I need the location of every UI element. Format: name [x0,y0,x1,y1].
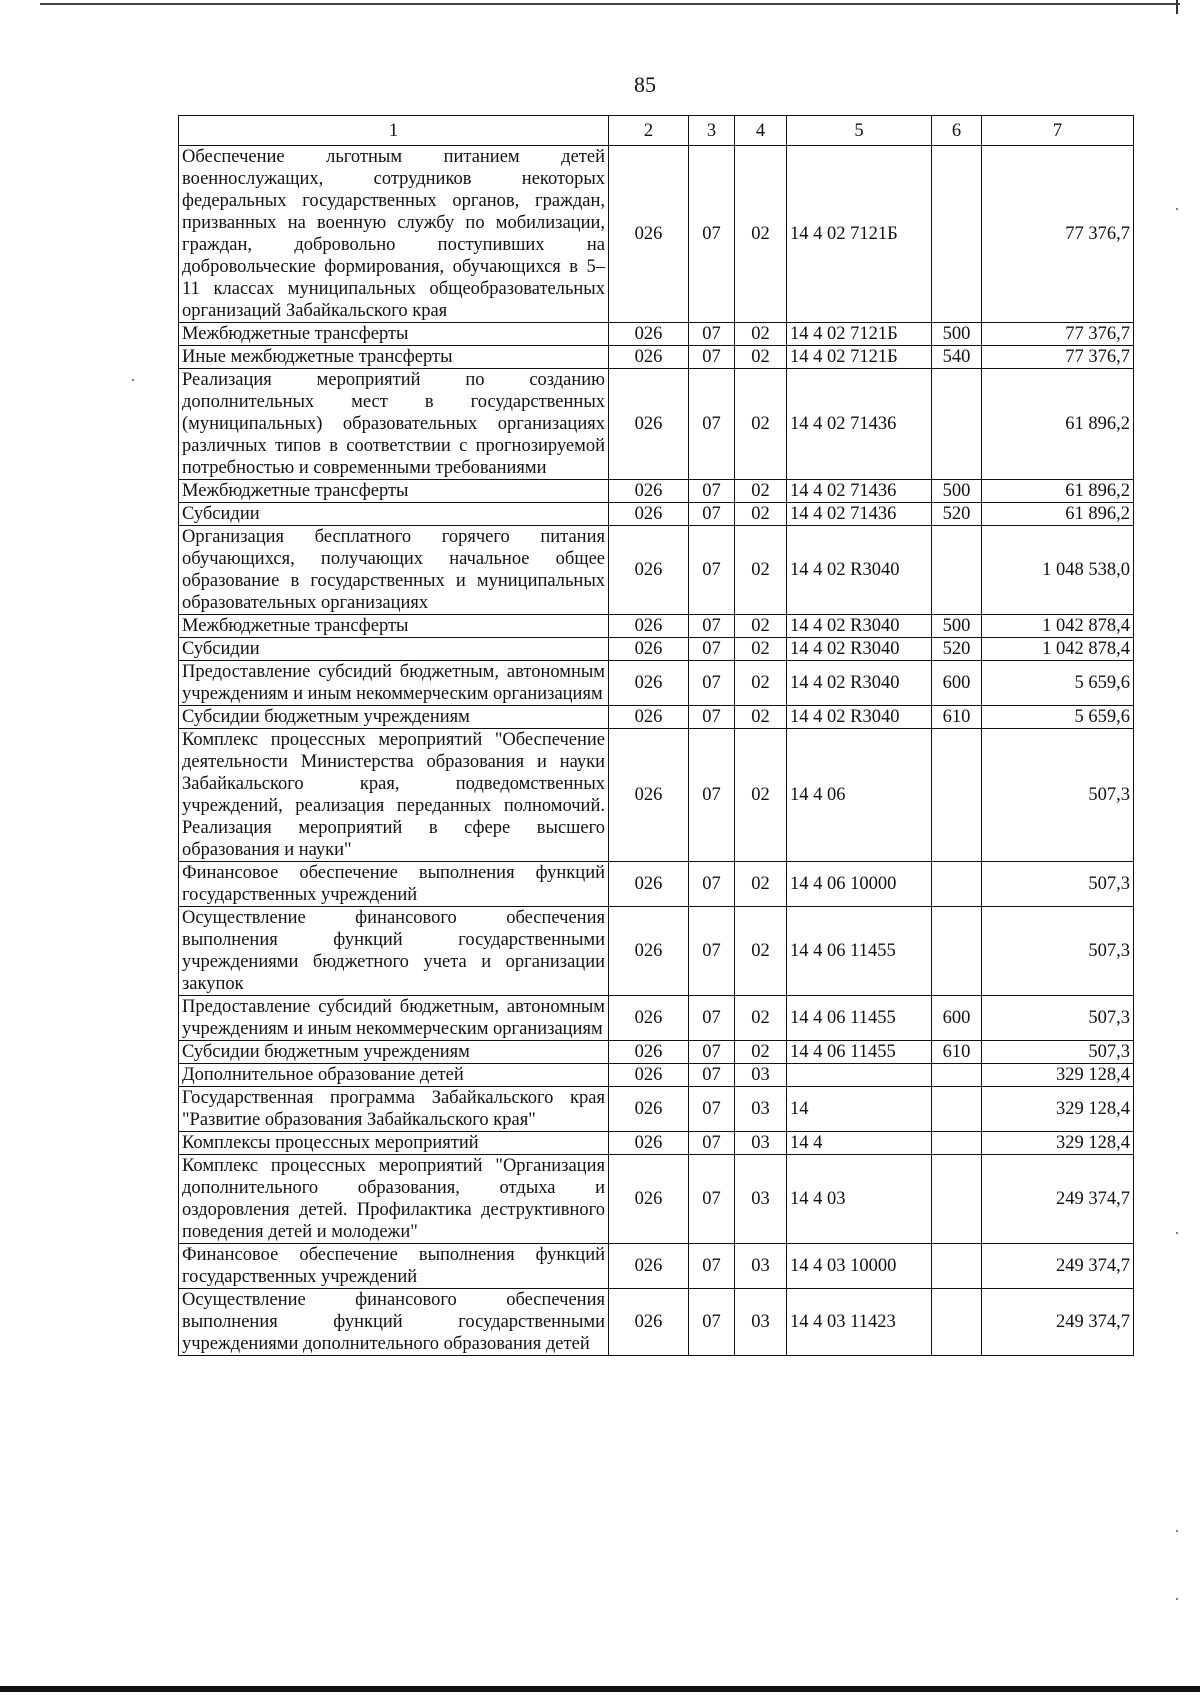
row-amount: 507,3 [982,862,1134,907]
table-row [179,1041,1134,1064]
table-row [179,661,1134,706]
column-header: 2 [609,116,689,146]
budget-table [178,115,1134,1356]
row-description: Субсидии бюджетным учреждениям [179,706,609,729]
row-target-article: 14 4 06 11455 [787,996,932,1041]
row-ministry-code: 026 [609,1289,689,1356]
row-target-article [787,1064,932,1087]
row-description: Организация бесплатного горячего питания обучающихся, получающих начальное общее образование в государственных и муниципальных образовательных организациях [179,526,609,615]
row-amount: 1 042 878,4 [982,615,1134,638]
row-description: Межбюджетные трансферты [179,615,609,638]
row-amount: 329 128,4 [982,1087,1134,1132]
row-expense-type [932,1132,982,1155]
row-amount: 61 896,2 [982,503,1134,526]
row-description: Осуществление финансового обеспечения выполнения функций государственными учреждениями дополнительного образования детей [179,1289,609,1356]
row-ministry-code: 026 [609,1132,689,1155]
row-target-article: 14 4 02 R3040 [787,638,932,661]
row-amount: 77 376,7 [982,323,1134,346]
row-ministry-code: 026 [609,323,689,346]
row-subsection-code: 02 [735,526,787,615]
row-expense-type [932,526,982,615]
column-header: 5 [787,116,932,146]
row-expense-type [932,862,982,907]
row-target-article: 14 4 02 7121Б [787,346,932,369]
scan-speck [1176,1598,1178,1600]
table-row [179,503,1134,526]
row-description: Иные межбюджетные трансферты [179,346,609,369]
table-row [179,615,1134,638]
row-section-code: 07 [689,503,735,526]
row-section-code: 07 [689,1064,735,1087]
page-number: 85 [634,72,656,97]
row-expense-type [932,369,982,480]
row-section-code: 07 [689,996,735,1041]
row-section-code: 07 [689,1087,735,1132]
row-section-code: 07 [689,638,735,661]
row-amount: 329 128,4 [982,1132,1134,1155]
row-subsection-code: 02 [735,503,787,526]
row-description: Предоставление субсидий бюджетным, автономным учреждениям и иным некоммерческим организациям [179,661,609,706]
column-header: 3 [689,116,735,146]
row-amount: 507,3 [982,907,1134,996]
row-description: Субсидии бюджетным учреждениям [179,1041,609,1064]
row-subsection-code: 02 [735,996,787,1041]
column-header: 4 [735,116,787,146]
row-subsection-code: 02 [735,480,787,503]
top-border-line [40,3,1180,5]
scan-speck [1176,208,1178,210]
row-section-code: 07 [689,729,735,862]
row-subsection-code: 03 [735,1289,787,1356]
row-section-code: 07 [689,1244,735,1289]
row-ministry-code: 026 [609,369,689,480]
row-expense-type: 520 [932,638,982,661]
row-ministry-code: 026 [609,706,689,729]
row-expense-type [932,907,982,996]
row-subsection-code: 02 [735,706,787,729]
row-ministry-code: 026 [609,1155,689,1244]
row-target-article: 14 4 06 11455 [787,907,932,996]
row-target-article: 14 4 06 11455 [787,1041,932,1064]
table-row [179,1155,1134,1244]
row-amount: 249 374,7 [982,1155,1134,1244]
row-expense-type: 500 [932,480,982,503]
row-ministry-code: 026 [609,615,689,638]
row-subsection-code: 02 [735,907,787,996]
row-subsection-code: 02 [735,369,787,480]
table-row [179,146,1134,323]
row-target-article: 14 4 06 10000 [787,862,932,907]
row-ministry-code: 026 [609,1244,689,1289]
table-body [179,146,1134,1356]
row-subsection-code: 02 [735,1041,787,1064]
table-row [179,480,1134,503]
row-ministry-code: 026 [609,146,689,323]
row-description: Предоставление субсидий бюджетным, автономным учреждениям и иным некоммерческим организациям [179,996,609,1041]
row-section-code: 07 [689,1289,735,1356]
row-section-code: 07 [689,146,735,323]
row-subsection-code: 02 [735,729,787,862]
row-ministry-code: 026 [609,346,689,369]
row-expense-type [932,1087,982,1132]
row-section-code: 07 [689,480,735,503]
row-expense-type: 540 [932,346,982,369]
row-description: Государственная программа Забайкальского края "Развитие образования Забайкальского края" [179,1087,609,1132]
row-target-article: 14 4 02 R3040 [787,526,932,615]
row-section-code: 07 [689,526,735,615]
table-row [179,1289,1134,1356]
row-expense-type [932,1289,982,1356]
row-ministry-code: 026 [609,526,689,615]
row-target-article: 14 4 06 [787,729,932,862]
row-subsection-code: 03 [735,1155,787,1244]
row-ministry-code: 026 [609,480,689,503]
row-expense-type: 610 [932,706,982,729]
row-amount: 329 128,4 [982,1064,1134,1087]
bottom-border-line [0,1686,1200,1692]
table-row [179,706,1134,729]
table-row [179,729,1134,862]
scan-speck [1176,1530,1178,1532]
row-section-code: 07 [689,1132,735,1155]
table-row [179,526,1134,615]
scan-speck [132,379,134,381]
row-section-code: 07 [689,706,735,729]
row-target-article: 14 4 02 71436 [787,480,932,503]
column-header: 1 [179,116,609,146]
row-ministry-code: 026 [609,996,689,1041]
row-amount: 1 042 878,4 [982,638,1134,661]
row-ministry-code: 026 [609,661,689,706]
row-description: Обеспечение льготным питанием детей военнослужащих, сотрудников некоторых федеральных государственных органов, граждан, призванных на военную службу по мобилизации, граждан, добровольно поступивших на добровольческие формирования, обучающихся в 5–11 классах муниципальных общеобразовательных организаций Забайкальского края [179,146,609,323]
column-header: 7 [982,116,1134,146]
row-expense-type [932,729,982,862]
row-amount: 1 048 538,0 [982,526,1134,615]
row-expense-type: 520 [932,503,982,526]
row-amount: 61 896,2 [982,369,1134,480]
row-amount: 77 376,7 [982,146,1134,323]
row-subsection-code: 02 [735,661,787,706]
row-section-code: 07 [689,1041,735,1064]
row-expense-type [932,1064,982,1087]
row-subsection-code: 02 [735,346,787,369]
row-ministry-code: 026 [609,907,689,996]
table-row [179,346,1134,369]
row-section-code: 07 [689,615,735,638]
row-description: Финансовое обеспечение выполнения функций государственных учреждений [179,862,609,907]
row-subsection-code: 02 [735,615,787,638]
row-subsection-code: 02 [735,323,787,346]
row-amount: 507,3 [982,996,1134,1041]
row-ministry-code: 026 [609,1041,689,1064]
row-amount: 77 376,7 [982,346,1134,369]
row-target-article: 14 4 02 R3040 [787,615,932,638]
row-amount: 5 659,6 [982,661,1134,706]
row-expense-type [932,1155,982,1244]
row-target-article: 14 4 02 71436 [787,369,932,480]
row-subsection-code: 02 [735,862,787,907]
row-subsection-code: 02 [735,638,787,661]
row-target-article: 14 4 03 [787,1155,932,1244]
row-section-code: 07 [689,1155,735,1244]
row-amount: 61 896,2 [982,480,1134,503]
row-section-code: 07 [689,862,735,907]
row-description: Межбюджетные трансферты [179,480,609,503]
row-description: Комплексы процессных мероприятий [179,1132,609,1155]
row-target-article: 14 4 [787,1132,932,1155]
row-target-article: 14 4 02 R3040 [787,661,932,706]
row-amount: 5 659,6 [982,706,1134,729]
row-expense-type: 600 [932,996,982,1041]
row-expense-type: 610 [932,1041,982,1064]
row-expense-type: 500 [932,323,982,346]
row-expense-type: 600 [932,661,982,706]
row-description: Дополнительное образование детей [179,1064,609,1087]
row-description: Осуществление финансового обеспечения выполнения функций государственными учреждениями бюджетного учета и организации закупок [179,907,609,996]
row-target-article: 14 4 03 10000 [787,1244,932,1289]
row-description: Комплекс процессных мероприятий "Обеспечение деятельности Министерства образования и науки Забайкальского края, подведомственных учреждений, реализация переданных полномочий. Реализация мероприятий в сфере высшего образования и науки" [179,729,609,862]
corner-mark [1176,0,1178,14]
row-subsection-code: 03 [735,1087,787,1132]
row-amount: 249 374,7 [982,1289,1134,1356]
table-row [179,1244,1134,1289]
row-subsection-code: 03 [735,1244,787,1289]
row-description: Финансовое обеспечение выполнения функций государственных учреждений [179,1244,609,1289]
row-expense-type [932,146,982,323]
row-description: Реализация мероприятий по созданию дополнительных мест в государственных (муниципальных) образовательных организациях различных типов в соответствии с прогнозируемой потребностью и современными требованиями [179,369,609,480]
row-ministry-code: 026 [609,729,689,862]
row-target-article: 14 4 02 R3040 [787,706,932,729]
row-ministry-code: 026 [609,1087,689,1132]
row-section-code: 07 [689,369,735,480]
row-description: Субсидии [179,638,609,661]
header-row [179,116,1134,146]
row-description: Межбюджетные трансферты [179,323,609,346]
table-row [179,907,1134,996]
row-target-article: 14 4 03 11423 [787,1289,932,1356]
row-description: Комплекс процессных мероприятий "Организация дополнительного образования, отдыха и оздоровления детей. Профилактика деструктивного поведения детей и молодежи" [179,1155,609,1244]
row-target-article: 14 4 02 71436 [787,503,932,526]
table-row [179,1132,1134,1155]
row-target-article: 14 4 02 7121Б [787,146,932,323]
row-expense-type: 500 [932,615,982,638]
table-row [179,638,1134,661]
row-expense-type [932,1244,982,1289]
row-section-code: 07 [689,346,735,369]
row-subsection-code: 03 [735,1132,787,1155]
column-header: 6 [932,116,982,146]
row-subsection-code: 03 [735,1064,787,1087]
row-subsection-code: 02 [735,146,787,323]
row-amount: 507,3 [982,1041,1134,1064]
row-description: Субсидии [179,503,609,526]
row-target-article: 14 4 02 7121Б [787,323,932,346]
table-row [179,996,1134,1041]
row-ministry-code: 026 [609,638,689,661]
table-row [179,1087,1134,1132]
row-section-code: 07 [689,907,735,996]
row-ministry-code: 026 [609,503,689,526]
table-row [179,1064,1134,1087]
row-amount: 249 374,7 [982,1244,1134,1289]
row-ministry-code: 026 [609,862,689,907]
table-row [179,323,1134,346]
row-section-code: 07 [689,661,735,706]
row-ministry-code: 026 [609,1064,689,1087]
row-amount: 507,3 [982,729,1134,862]
table-row [179,369,1134,480]
table-row [179,862,1134,907]
row-section-code: 07 [689,323,735,346]
scan-speck [1176,1232,1178,1234]
row-target-article: 14 [787,1087,932,1132]
